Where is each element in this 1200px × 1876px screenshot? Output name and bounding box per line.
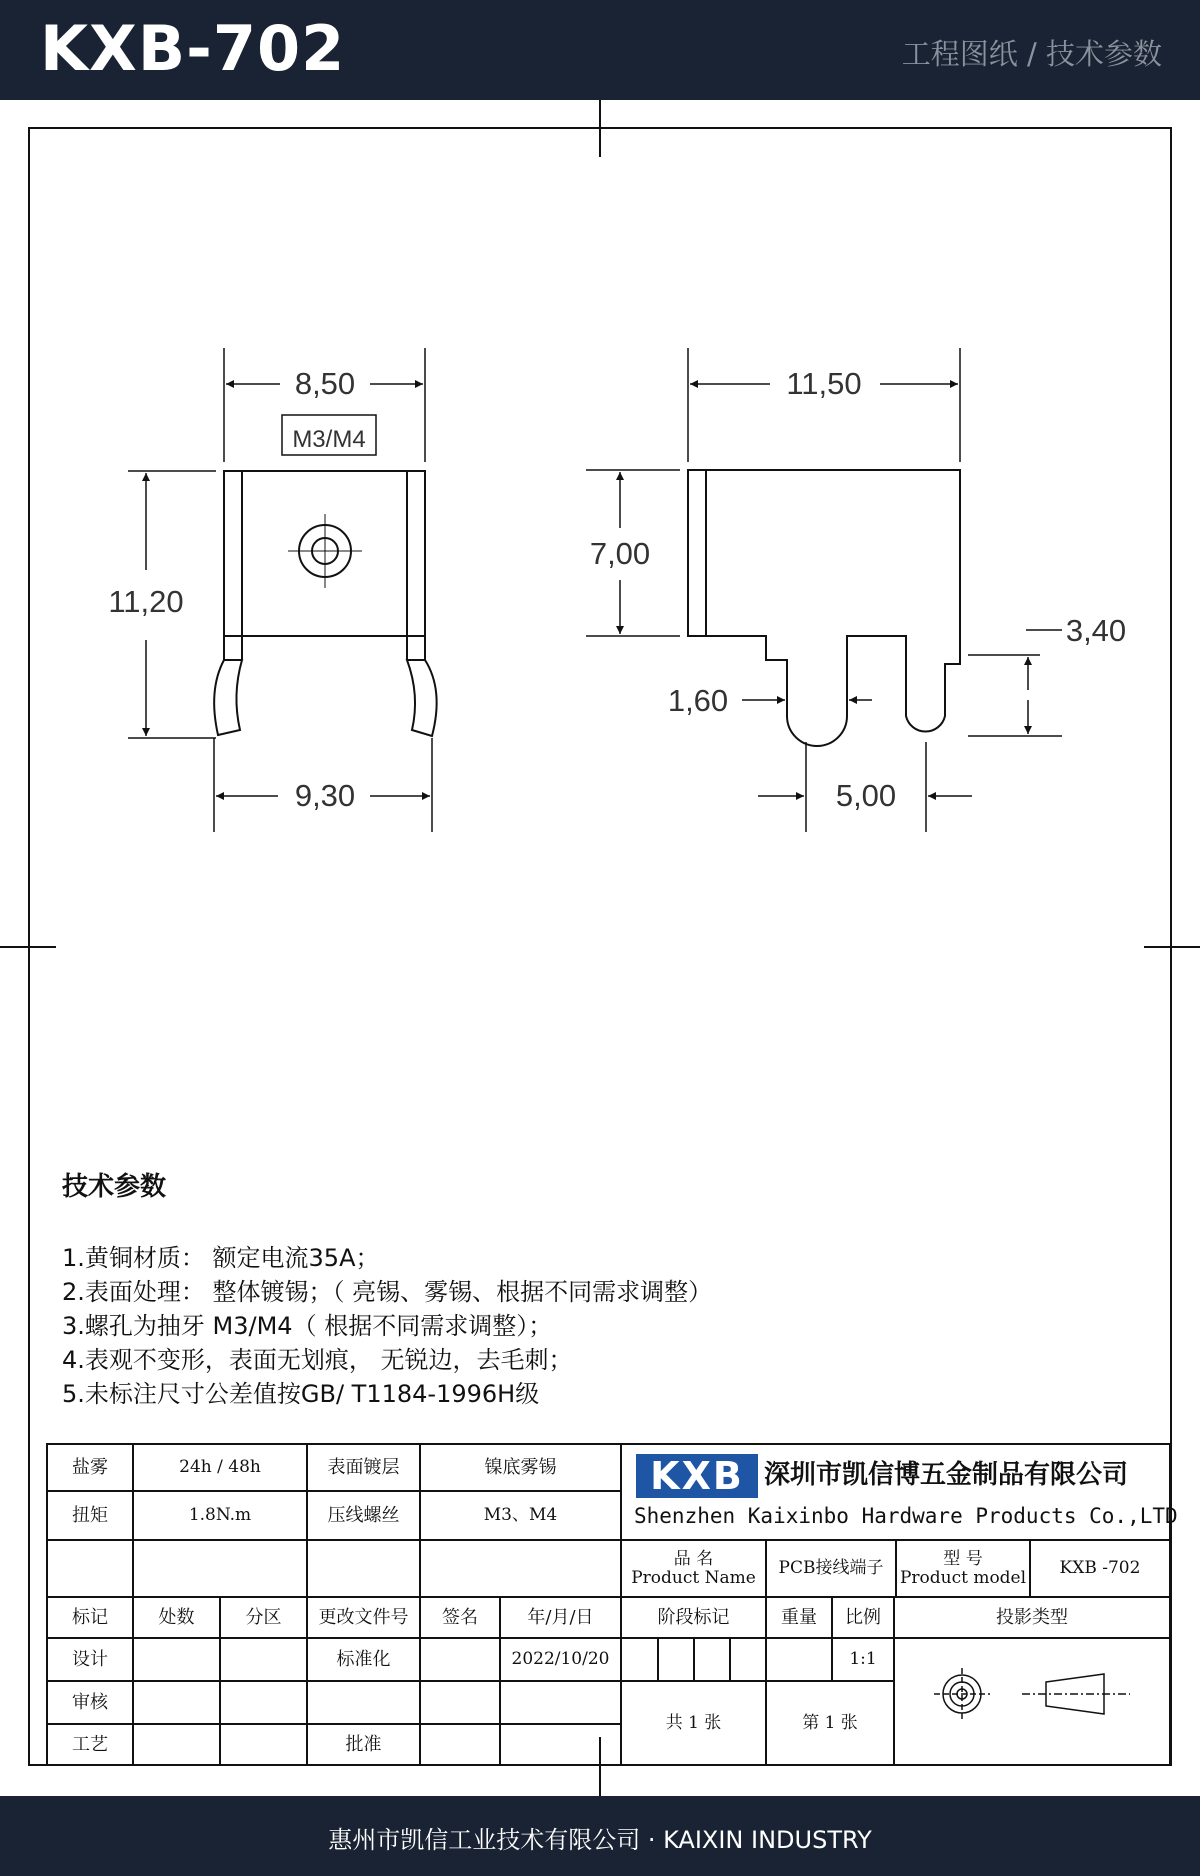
product-model-en: Product model [899,1567,1027,1588]
technical-notes [62,1166,1142,1411]
header-weight: 重量 [781,1606,817,1628]
torque-label: 扭矩 [72,1504,108,1526]
dim-front-height: 11,20 [108,584,184,619]
company-name-cn: 深圳市凯信博五金制品有限公司 [764,1460,1129,1490]
side-view [688,470,960,746]
page-subtitle: 工程图纸 / 技术参数 [901,37,1162,71]
header-sign: 签名 [442,1606,478,1628]
note-item: 3.螺孔为抽牙 M3/M4（ 根据不同需求调整）； [62,1312,553,1340]
product-model-value: KXB -702 [1059,1558,1141,1579]
side-body [688,470,960,746]
dim-side-pin-pitch: 5,00 [835,778,897,813]
projection-symbol-icon [934,1668,1130,1720]
header-mark: 标记 [72,1606,108,1628]
process-label: 工艺 [72,1733,108,1755]
header-projection: 投影类型 [996,1606,1068,1628]
torque-value: 1.8N.m [188,1505,252,1526]
design-label: 设计 [72,1648,108,1670]
front-view [214,471,436,736]
sheet-number: 第 1 张 [802,1712,858,1733]
screw-label: 压线螺丝 [327,1504,400,1526]
model-title: KXB-702 [40,12,346,85]
salt-spray-label: 盐雾 [72,1456,108,1478]
header-zone: 分区 [245,1606,282,1628]
scale-value: 1:1 [849,1649,877,1670]
salt-spray-value: 24h / 48h [179,1457,261,1478]
dim-front-bottom-width: 9,30 [294,778,356,813]
right-leg [407,660,437,736]
product-model-label [896,1540,1030,1597]
dim-side-width: 11,50 [786,366,862,401]
standard-label: 标准化 [336,1648,391,1670]
note-item: 2.表面处理： 整体镀锡；（ 亮锡、雾锡、根据不同需求调整） [62,1278,713,1306]
review-label: 审核 [72,1691,108,1713]
dim-side-pin-height: 3,40 [1065,613,1127,648]
total-sheets: 共 1 张 [665,1712,722,1733]
product-model-cn: 型 号 [943,1548,983,1569]
dim-front-top-width: 8,50 [294,366,356,401]
product-name-label [621,1540,766,1597]
screw-value: M3、M4 [483,1505,558,1526]
thread-label: M3/M4 [292,426,366,453]
footer-text: 惠州市凯信工业技术有限公司 · KAIXIN INDUSTRY [328,1826,872,1854]
plating-value: 镍底雾锡 [484,1456,557,1478]
footer-bar [0,1796,1200,1876]
company-name-en: Shenzhen Kaixinbo Hardware Products Co.,LTD [634,1504,1178,1528]
notes-title: 技术参数 [62,1172,167,1202]
header-scale: 比例 [845,1606,881,1628]
date-value: 2022/10/20 [511,1649,610,1670]
header-stage: 阶段标记 [657,1606,730,1628]
plating-label: 表面镀层 [327,1456,400,1478]
product-name-en: Product Name [631,1567,756,1588]
approve-label: 批准 [345,1733,382,1755]
note-item: 4.表观不变形，表面无划痕， 无锐边，去毛刺； [62,1346,573,1374]
dim-side-pin-width: 1,60 [667,683,729,718]
header-date: 年/月/日 [527,1606,594,1628]
header-change-doc: 更改文件号 [318,1606,409,1628]
product-name-cn: 品 名 [673,1548,714,1569]
left-leg [214,660,242,735]
company-logo: KXB [636,1454,758,1498]
header-bar [0,0,1200,100]
header-count: 处数 [158,1606,195,1628]
dim-side-body-height: 7,00 [589,536,651,571]
product-name-value: PCB接线端子 [778,1558,884,1579]
note-item: 1.黄铜材质： 额定电流35A； [62,1244,380,1272]
note-item: 5.未标注尺寸公差值按GB/ T1184-1996H级 [62,1380,540,1408]
